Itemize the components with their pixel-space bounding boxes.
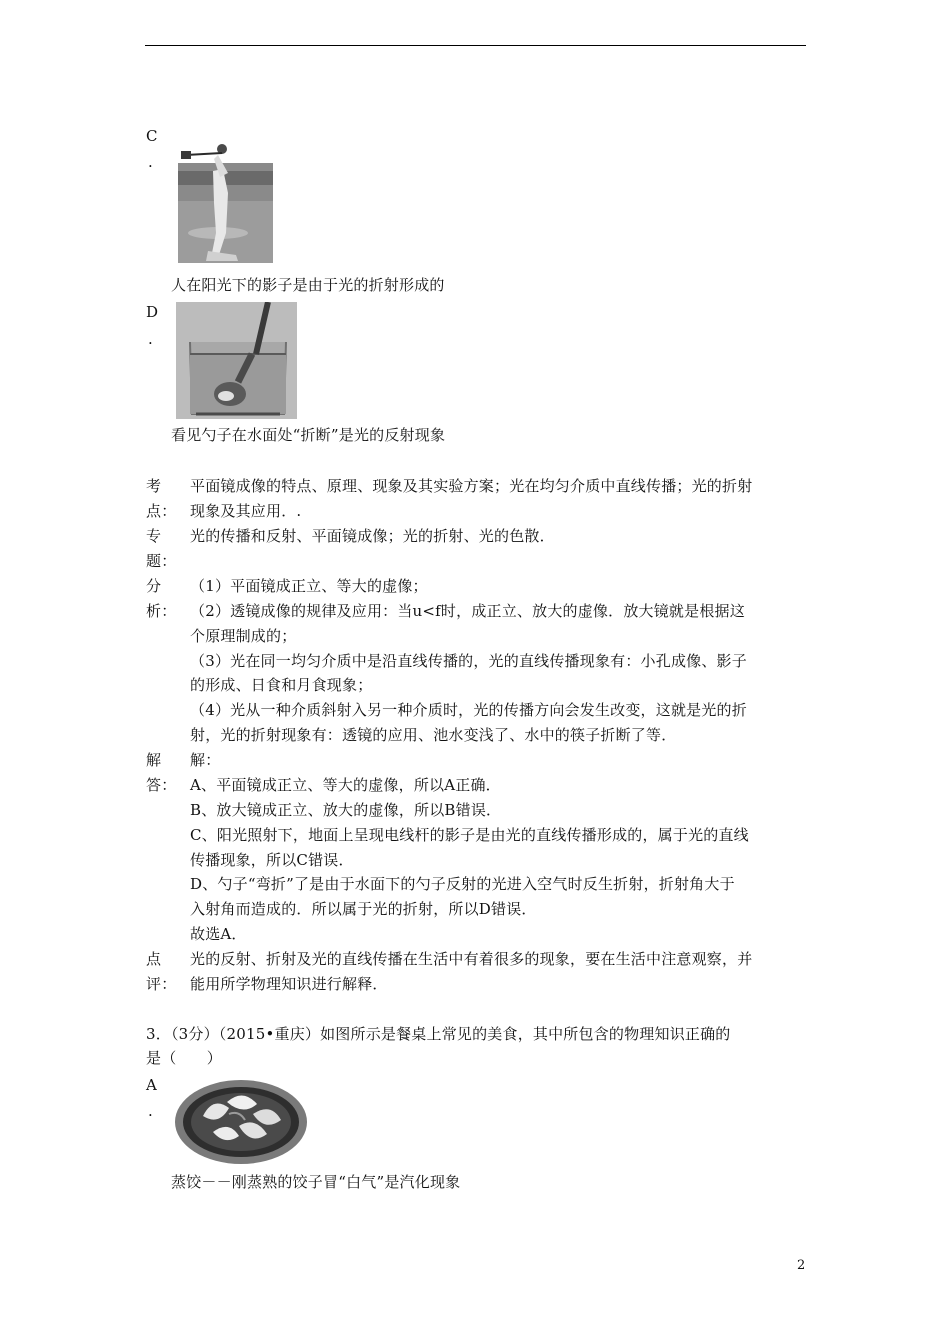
kaodian-label-1: 考 xyxy=(146,477,162,495)
zhuanti-label-1: 专 xyxy=(146,527,162,545)
fenxi-line: （2）透镜成像的规律及应用：当u<f时，成正立、放大的虚像．放大镜就是根据这 xyxy=(190,602,745,620)
option-a-caption: 蒸饺－－刚蒸熟的饺子冒“白气”是汽化现象 xyxy=(171,1173,461,1191)
jieda-line: D、勺子“弯折”了是由于水面下的勺子反射的光进入空气时反生折射，折射角大于 xyxy=(190,875,735,893)
header-rule xyxy=(145,45,806,46)
dianping-line: 光的反射、折射及光的直线传播在生活中有着很多的现象，要在生活中注意观察，并 xyxy=(190,950,753,968)
fenxi-line: （1）平面镜成正立、等大的虚像； xyxy=(190,577,428,595)
steamed-dumplings-photo-icon xyxy=(173,1076,309,1166)
option-a-dot: . xyxy=(148,1102,153,1120)
fenxi-line: 的形成、日食和月食现象； xyxy=(190,676,373,694)
question-3-stem: 3．（3分）（2015•重庆）如图所示是餐桌上常见的美食，其中所包含的物理知识正确的 xyxy=(146,1025,731,1043)
jieda-line: B、放大镜成正立、放大的虚像，所以B错误． xyxy=(190,801,502,819)
jieda-line: 传播现象，所以C错误． xyxy=(190,851,354,869)
zhuanti-text: 光的传播和反射、平面镜成像；光的折射、光的色散． xyxy=(190,527,555,545)
option-c-caption: 人在阳光下的影子是由于光的折射形成的 xyxy=(171,276,445,294)
jieda-label-2: 答： xyxy=(146,776,177,794)
option-c-letter: C xyxy=(146,127,158,145)
kaodian-label-2: 点： xyxy=(146,502,177,520)
jieda-line: 解： xyxy=(190,751,221,769)
fenxi-label-1: 分 xyxy=(146,577,162,595)
dianping-line: 能用所学物理知识进行解释． xyxy=(190,975,388,993)
fenxi-line: 射，光的折射现象有：透镜的应用、池水变浅了、水中的筷子折断了等． xyxy=(190,726,677,744)
jieda-line: A、平面镜成正立、等大的虚像，所以A正确． xyxy=(190,776,501,794)
fenxi-label-2: 析： xyxy=(146,602,177,620)
page-number: 2 xyxy=(797,1258,806,1273)
fenxi-line: （3）光在同一均匀介质中是沿直线传播的，光的直线传播现象有：小孔成像、影子 xyxy=(190,652,747,670)
option-d-caption: 看见勺子在水面处“折断”是光的反射现象 xyxy=(171,426,446,444)
jieda-line: C、阳光照射下，地面上呈现电线杆的影子是由光的直线传播形成的，属于光的直线 xyxy=(190,826,749,844)
golfer-photo-icon xyxy=(178,133,273,263)
spoon-in-water-photo-icon xyxy=(176,302,297,419)
fenxi-line: 个原理制成的； xyxy=(190,627,297,645)
option-a-letter: A xyxy=(146,1076,158,1094)
jieda-label-1: 解 xyxy=(146,751,162,769)
zhuanti-label-2: 题： xyxy=(146,552,177,570)
option-d-dot: . xyxy=(148,330,153,348)
kaodian-text-1: 平面镜成像的特点、原理、现象及其实验方案；光在均匀介质中直线传播；光的折射 xyxy=(190,477,753,495)
option-d-letter: D xyxy=(146,303,159,321)
jieda-line: 入射角而造成的．所以属于光的折射，所以D错误． xyxy=(190,900,537,918)
option-c-dot: . xyxy=(148,153,153,171)
jieda-line: 故选A． xyxy=(190,925,247,943)
dianping-label-2: 评： xyxy=(146,975,177,993)
kaodian-text-2: 现象及其应用．. xyxy=(190,502,302,520)
question-3-stem-cont: 是（ ） xyxy=(146,1049,223,1067)
fenxi-line: （4）光从一种介质斜射入另一种介质时，光的传播方向会发生改变，这就是光的折 xyxy=(190,701,747,719)
dianping-label-1: 点 xyxy=(146,950,162,968)
